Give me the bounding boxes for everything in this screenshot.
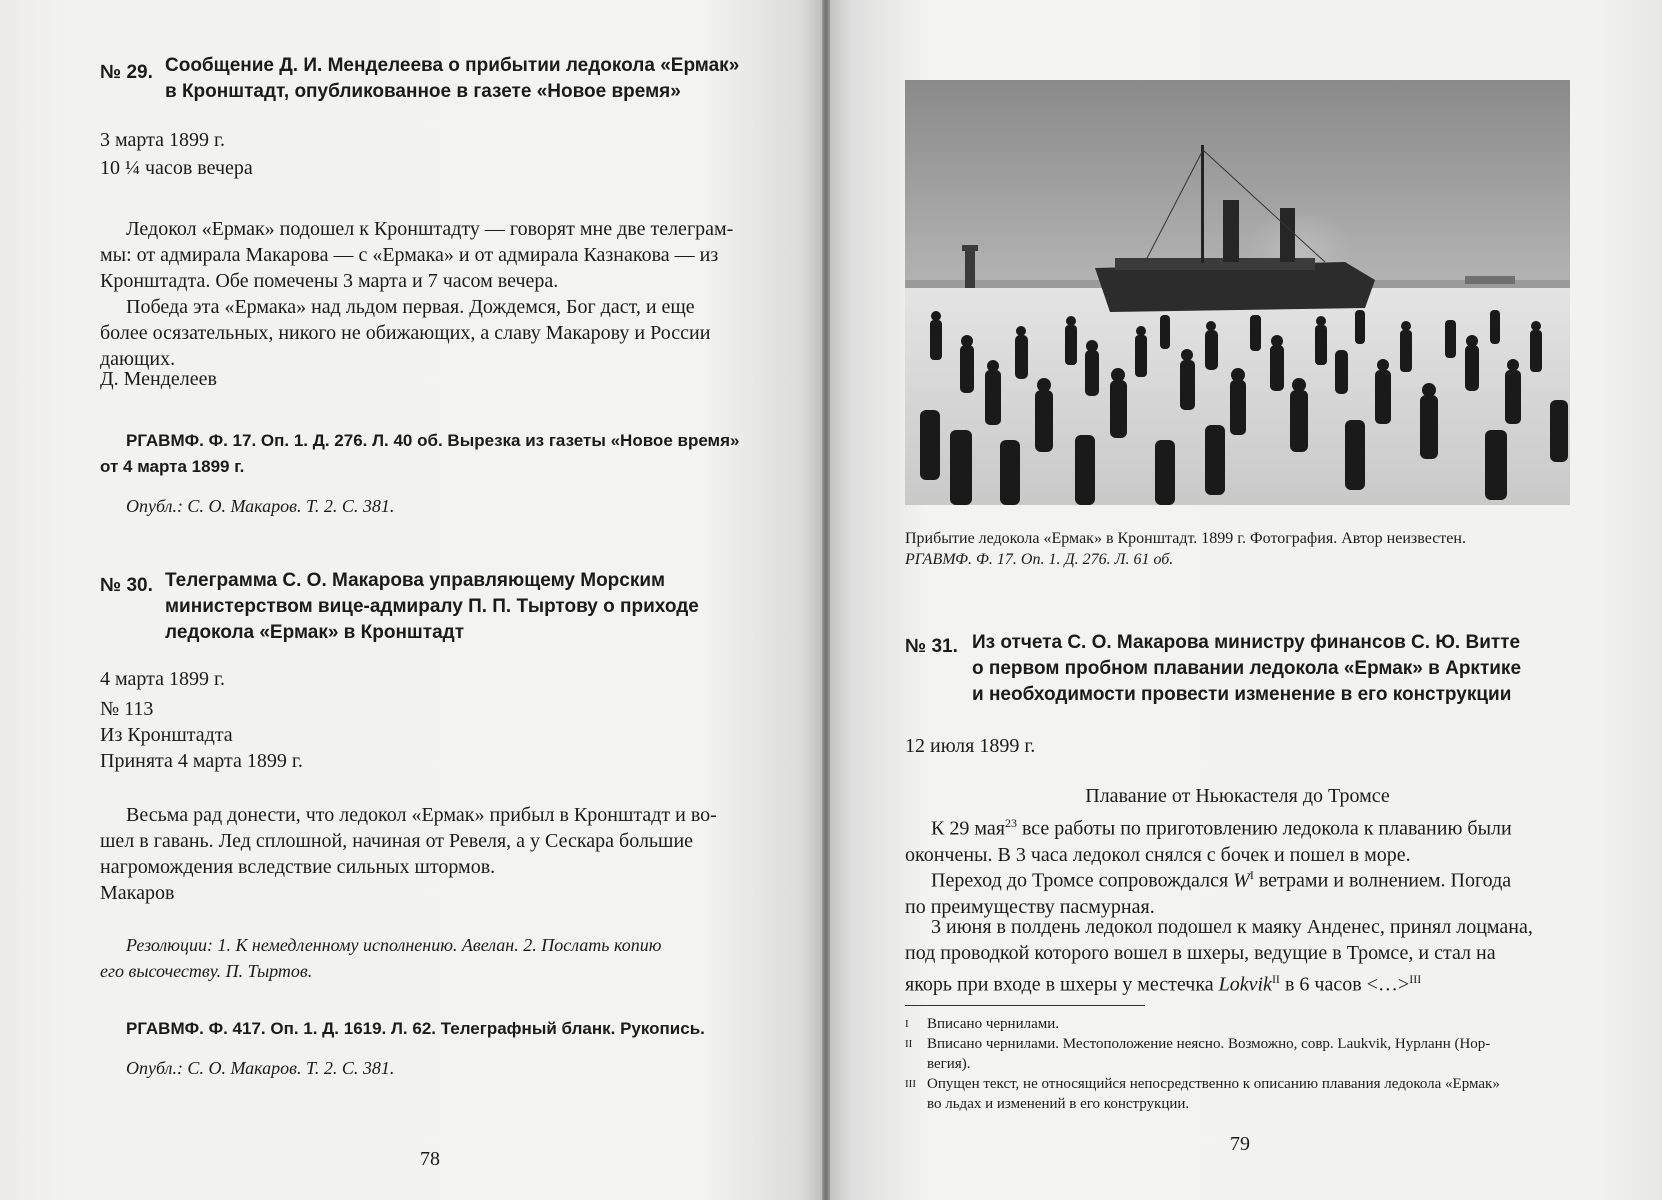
doc29-heading-line2: в Кронштадт, опубликованное в газете «Новое время»	[165, 81, 681, 102]
doc31-p3-line3-a: якорь при входе в шхеры у местечка	[905, 973, 1219, 996]
doc30-number: № 30.	[100, 575, 153, 596]
left-page-number: 78	[420, 1148, 440, 1170]
doc29-archive-reference	[100, 428, 780, 480]
doc31-p1-line1-a: К 29 мая	[931, 817, 1005, 840]
doc29-p1-line1: Ледокол «Ермак» подошел к Кронштадту — говорят мне две телеграм-	[126, 218, 734, 240]
doc31-p1-line2: окончены. В 3 часа ледокол снялся с бочек и пошел в море.	[905, 843, 1411, 866]
footnote-2-mark: II	[905, 1038, 913, 1050]
doc31-paragraph-1	[905, 810, 1570, 868]
doc29-date: 3 марта 1899 г.	[100, 129, 225, 151]
footnote-3-mark: III	[905, 1078, 916, 1090]
doc31-p3-line2: под проводкой которого вошел в шхеры, ведущие в Тромсе, и стал на	[905, 942, 1496, 964]
doc31-p1-line1-b: все работы по приготовлению ледокола к плаванию были	[1016, 817, 1512, 840]
icebreaker-photo-image	[905, 80, 1570, 505]
footnote-2-text: Вписано чернилами. Местоположение неясно. Возможно, совр. Laukvik, Нурланн (Нор-	[927, 1036, 1491, 1052]
footnote-3	[905, 1074, 1575, 1094]
doc31-number: № 31.	[905, 636, 958, 657]
doc31-heading	[972, 630, 1572, 708]
doc30-resolution-line1: Резолюции: 1. К немедленному исполнению. Авелан. 2. Послать копию	[126, 935, 662, 955]
doc30-telegram-header	[100, 696, 772, 774]
doc30-telegram-number: № 113	[100, 698, 154, 720]
doc31-paragraph-3	[905, 914, 1570, 998]
doc30-heading-line1: Телеграмма С. О. Макарова управляющему Морским	[165, 570, 666, 591]
doc29-p1-line3: Кронштадта. Обе помечены 3 марта и 7 часом вечера.	[100, 270, 559, 292]
doc29-paragraph-2	[100, 294, 772, 372]
doc29-heading	[165, 53, 785, 105]
doc31-p3-line3-b: в 6 часов <…>	[1279, 973, 1410, 996]
footnote-1-mark: I	[905, 1018, 909, 1030]
doc31-p2-line1-b: ветрами и волнением. Погода	[1253, 869, 1512, 892]
doc29-heading-line1: Сообщение Д. И. Менделеева о прибытии ледокола «Ермак»	[165, 55, 740, 76]
right-page-number: 79	[1230, 1133, 1250, 1155]
footnote-1-text: Вписано чернилами.	[927, 1016, 1060, 1032]
doc29-archive-line1: РГАВМФ. Ф. 17. Оп. 1. Д. 276. Л. 40 об. Вырезка из газеты «Новое время»	[126, 431, 740, 450]
doc31-date: 12 июля 1899 г.	[905, 735, 1036, 757]
doc29-time: 10 ¼ часов вечера	[100, 157, 253, 179]
doc30-heading-line2: министерством вице-адмиралу П. П. Тыртову о приходе	[165, 596, 699, 617]
doc31-p3-line3	[905, 966, 1570, 998]
doc29-archive-line2: от 4 марта 1899 г.	[100, 457, 245, 476]
doc30-heading	[165, 568, 785, 646]
doc31-p2-line2: по преимуществу пасмурная.	[905, 895, 1155, 918]
footnote-divider	[905, 1005, 1145, 1006]
doc29-paragraph-1	[100, 216, 772, 294]
doc31-p3-italic: Lokvik	[1218, 973, 1272, 996]
doc30-resolution	[100, 932, 776, 984]
photo-caption	[905, 528, 1580, 570]
doc31-p2-italic: W	[1233, 869, 1250, 892]
doc30-p1-line1: Весьма рад донести, что ледокол «Ермак» прибыл в Кронштадт и во-	[126, 804, 717, 826]
doc30-p1-line2: шел в гавань. Лед сплошной, начиная от Ревеля, а у Сескара большие	[100, 830, 694, 852]
doc30-date: 4 марта 1899 г.	[100, 668, 225, 690]
footnote-ref-i: I	[1249, 868, 1254, 882]
footnote-2-cont: вегия).	[927, 1056, 971, 1072]
doc30-resolution-line2: его высочеству. П. Тыртов.	[100, 961, 313, 981]
doc29-p2-line2: более осязательных, никого не обижающих, а славу Макарову и России	[100, 322, 711, 344]
doc30-p1-line3: нагромождения вследствие сильных штормов.	[100, 856, 496, 878]
doc31-p3-line1: 3 июня в полдень ледокол подошел к маяку Анденес, принял лоцмана,	[931, 916, 1533, 938]
doc30-telegram-from: Из Кронштадта	[100, 724, 233, 746]
doc31-heading-line3: и необходимости провести изменение в его конструкции	[972, 684, 1512, 705]
doc29-signature: Д. Менделеев	[100, 368, 217, 390]
doc31-p1-line1	[905, 810, 1570, 842]
footnote-3-cont: во льдах и изменений в его конструкции.	[927, 1096, 1190, 1112]
doc29-number: № 29.	[100, 62, 153, 83]
doc29-p2-line1: Победа эта «Ермака» над льдом первая. Дождемся, Бог даст, и еще	[126, 296, 695, 318]
doc29-published: Опубл.: С. О. Макаров. Т. 2. С. 381.	[126, 496, 395, 516]
footnote-2	[905, 1034, 1575, 1054]
doc30-published: Опубл.: С. О. Макаров. Т. 2. С. 381.	[126, 1058, 395, 1078]
doc31-p2-line1-a: Переход до Тромсе сопровождался	[931, 869, 1234, 892]
book-spine	[822, 0, 830, 1200]
icebreaker-photo	[905, 80, 1570, 505]
doc31-heading-line2: о первом пробном плавании ледокола «Ермак» в Арктике	[972, 658, 1522, 679]
footnote-ref-iii: III	[1409, 972, 1422, 986]
doc31-heading-line1: Из отчета С. О. Макарова министру финансов С. Ю. Витте	[972, 632, 1521, 653]
footnote-ref-ii: II	[1271, 972, 1280, 986]
doc29-p1-line2: мы: от адмирала Макарова — с «Ермака» и от адмирала Казнакова — из	[100, 244, 719, 266]
doc31-paragraph-2	[905, 862, 1570, 920]
footnote-ref-23: 23	[1004, 816, 1017, 830]
photo-caption-line2: РГАВМФ. Ф. 17. Оп. 1. Д. 276. Л. 61 об.	[905, 551, 1174, 568]
footnotes	[905, 1014, 1575, 1114]
doc30-paragraph-1	[100, 802, 772, 880]
doc30-telegram-received: Принята 4 марта 1899 г.	[100, 750, 303, 772]
doc30-heading-line3: ледокола «Ермак» в Кронштадт	[165, 622, 464, 643]
doc31-subtitle: Плавание от Ньюкастеля до Тромсе	[1085, 785, 1390, 807]
footnote-3-text: Опущен текст, не относящийся непосредственно к описанию плавания ледокола «Ермак»	[927, 1076, 1500, 1092]
doc30-archive-reference: РГАВМФ. Ф. 417. Оп. 1. Д. 1619. Л. 62. Телеграфный бланк. Рукопись.	[126, 1019, 705, 1038]
doc29-p2-line3: дающих.	[100, 348, 176, 370]
doc31-p2-line1	[905, 862, 1570, 894]
footnote-1	[905, 1014, 1575, 1034]
doc30-signature: Макаров	[100, 882, 175, 904]
photo-caption-line1: Прибытие ледокола «Ермак» в Кронштадт. 1899 г. Фотография. Автор неизвестен.	[905, 530, 1466, 547]
